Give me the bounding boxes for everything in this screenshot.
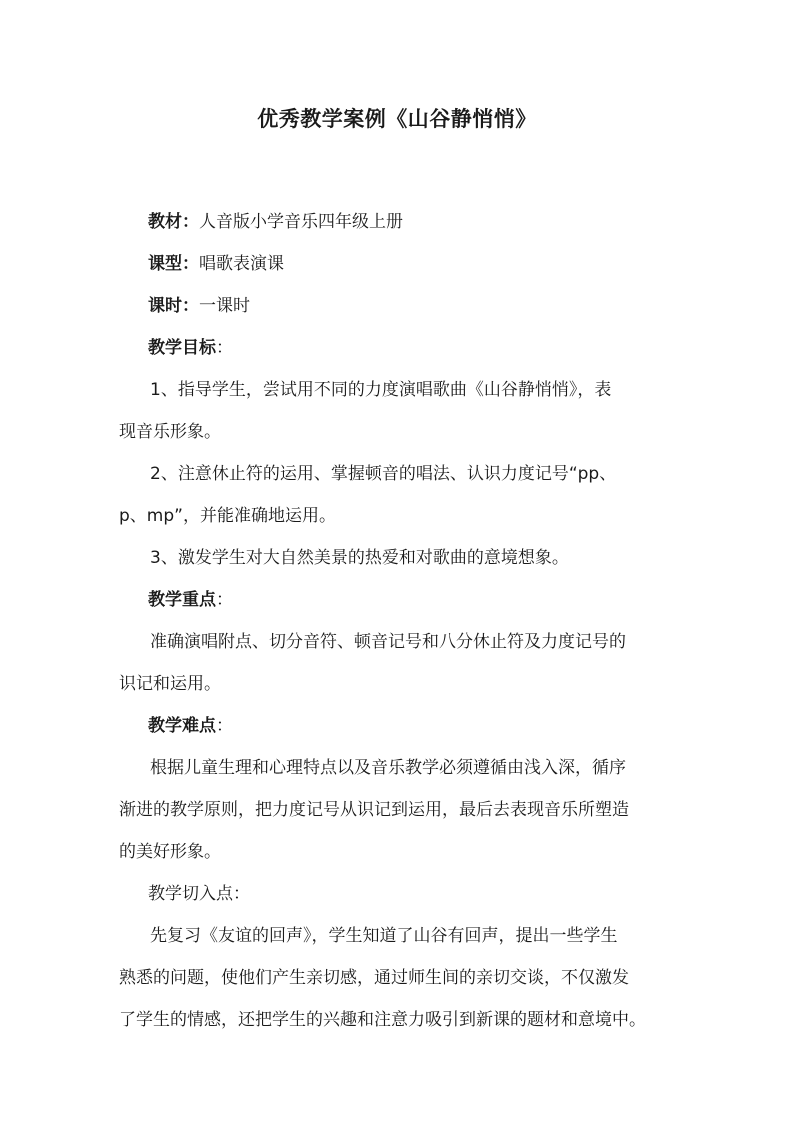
material-label: 教材： xyxy=(148,212,199,232)
lesson-hours-label: 课时： xyxy=(148,296,199,316)
objective-1-line-2: 现音乐形象。 xyxy=(119,422,221,442)
lesson-type-line xyxy=(148,253,284,275)
entry-point-heading: 教学切入点： xyxy=(148,884,250,904)
objective-3-line-1: 3、激发学生对大自然美景的热爱和对歌曲的意境想象。 xyxy=(150,548,569,568)
objective-2-line-1: 2、注意休止符的运用、掌握顿音的唱法、认识力度记号“pp、 xyxy=(150,464,617,484)
objective-1-line-1: 1、指导学生，尝试用不同的力度演唱歌曲《山谷静悄悄》，表 xyxy=(150,380,612,400)
entry-point-line-3: 了学生的情感，还把学生的兴趣和注意力吸引到新课的题材和意境中。 xyxy=(119,1010,646,1030)
material-line xyxy=(148,211,403,233)
entry-point-line-2: 熟悉的问题，使他们产生亲切感，通过师生间的亲切交谈，不仅激发 xyxy=(119,968,629,988)
difficulties-line-1: 根据儿童生理和心理特点以及音乐教学必须遵循由浅入深，循序 xyxy=(150,758,626,778)
lesson-type-label: 课型： xyxy=(148,254,199,274)
lesson-type-value: 唱歌表演课 xyxy=(199,254,284,274)
document-title: 优秀教学案例《山谷静悄悄》 xyxy=(257,107,537,131)
difficulties-line-3: 的美好形象。 xyxy=(119,842,221,862)
difficulties-line-2: 渐进的教学原则，把力度记号从识记到运用，最后去表现音乐所塑造 xyxy=(119,800,629,820)
key-points-line-1: 准确演唱附点、切分音符、顿音记号和八分休止符及力度记号的 xyxy=(150,632,626,652)
lesson-hours-line xyxy=(148,295,250,317)
difficulties-heading: 教学难点： xyxy=(148,716,233,736)
key-points-heading: 教学重点： xyxy=(148,590,233,610)
entry-point-line-1: 先复习《友谊的回声》，学生知道了山谷有回声，提出一些学生 xyxy=(150,926,618,946)
objective-2-line-2: p、mp”，并能准确地运用。 xyxy=(119,506,336,526)
objectives-heading: 教学目标： xyxy=(148,338,233,358)
key-points-line-2: 识记和运用。 xyxy=(119,674,221,694)
lesson-hours-value: 一课时 xyxy=(199,296,250,316)
material-value: 人音版小学音乐四年级上册 xyxy=(199,212,403,232)
